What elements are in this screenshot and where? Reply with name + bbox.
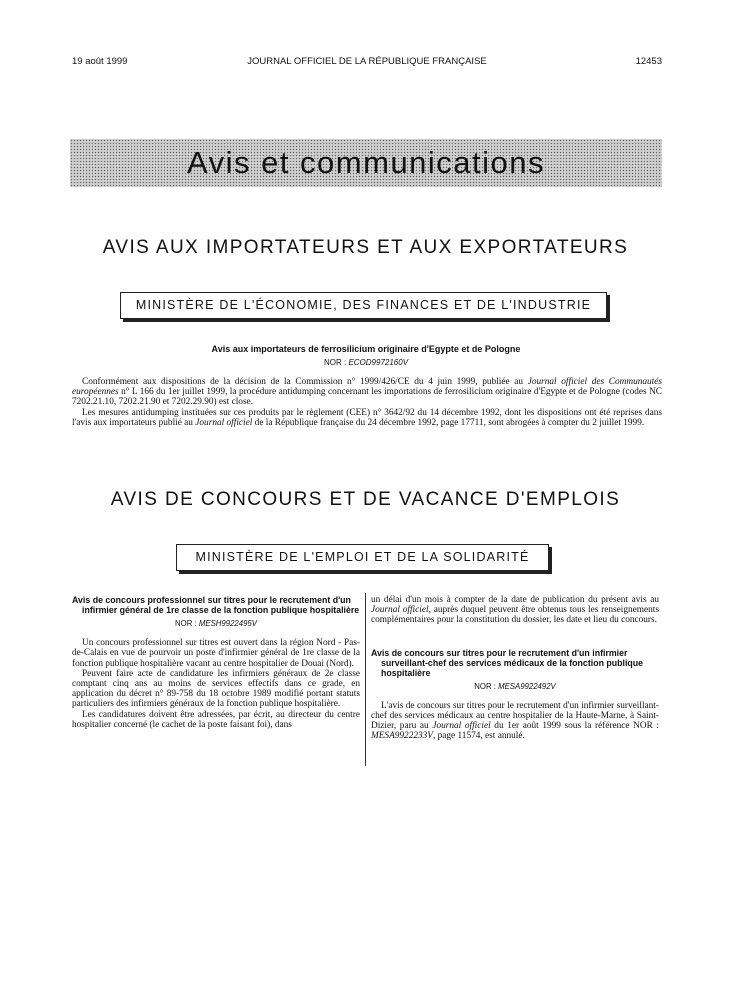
section-title-importateurs: AVIS AUX IMPORTATEURS ET AUX EXPORTATEURS [102,237,629,258]
header-journal-title: JOURNAL OFFICIEL DE LA RÉPUBLIQUE FRANÇAISE [247,56,487,67]
notice-nor: NOR : MESA9922492V [474,681,556,691]
notice-title-infirmier-general: Avis de concours professionnel sur titres pour le recrutement d'un infirmier général de 1re classe de la fonction publique hospitalière [72,595,360,615]
ministry-box-emploi: MINISTÈRE DE L'EMPLOI ET DE LA SOLIDARITÉ [176,544,549,571]
column-right [371,595,659,742]
section-banner [70,139,662,187]
notice-nor: NOR : MESH9922495V [175,619,257,628]
header-page-number: 12453 [635,56,662,67]
paragraph-continuation: un délai d'un mois à compter de la date de publication du présent avis au Journal officiel, auprès duquel peuvent être obtenus tous les renseignements complémentaires pour la constitution du dossier, les date et lieu du concours. [371,595,660,626]
paragraph: Les mesures antidumping instituées sur ces produits par le règlement (CEE) n° 3642/92 du 14 décembre 1992, dont les dispositions ont été reprises dans l'avis aux importateurs publié au Journal officiel de la République française du 24 décembre 1992, page 17711, sont abrogées à compter du 2 juillet 1999. [72,407,662,428]
header-date: 19 août 1999 [72,56,128,67]
ministry-box-economie: MINISTÈRE DE L'ÉCONOMIE, DES FINANCES ET DE L'INDUSTRIE [120,292,607,319]
paragraph: Peuvent faire acte de candidature les infirmiers généraux de 2e classe comptant cinq ans au moins de services effectifs dans ce grade, en application du décret n° 89-758 du 18 octobre 1989 modifié portant statuts particuliers des infirmiers généraux de la fonction publique hospitalière. [72,668,360,710]
banner-title: Avis et communications [186,145,546,180]
paragraph: Un concours professionnel sur titres est ouvert dans la région Nord - Pas-de-Calais en vue de pourvoir un poste d'infirmier général de 1re classe de la fonction publique hospitalière vacant au centre hospitalier de Douai (Nord). [72,638,360,669]
nor-code: ECOD9972160V [348,358,409,367]
notice-title-ferrosilicium: Avis aux importateurs de ferrosilicium originaire d'Egypte et de Pologne [211,344,521,354]
notice-nor [60,358,672,367]
column-divider [365,593,366,766]
section-title-concours: AVIS DE CONCOURS ET DE VACANCE D'EMPLOIS [110,489,621,510]
paragraph: Conformément aux dispositions de la décision de la Commission n° 1999/426/CE du 4 juin 1999, publiée au Journal officiel des Communautés européennes n° L 166 du 1er juillet 1999, la procédure antidumping concernant les importations de ferrosilicium originaire d'Egypte et de Pologne (codes NC 7202.21.10, 7202.21.90 et 7202.29.90) est close. [72,377,662,408]
page-header [72,56,662,68]
column-left [72,595,360,730]
paragraph: Les candidatures doivent être adressées, par écrit, au directeur du centre hospitalier concerné (le cachet de la poste faisant foi), dans [72,709,360,730]
paragraph: L'avis de concours sur titres pour le recrutement d'un infirmier surveillant-chef des services médicaux au centre hospitalier de la Haute-Marne, à Saint-Dizier, paru au Journal officiel du 1er août 1999 sous la référence NOR : MESA9922233V, page 11574, est annulé. [371,700,660,742]
notice-body-ferrosilicium [72,377,662,428]
notice-title-surveillant-chef: Avis de concours sur titres pour le recrutement d'un infirmier surveillant-chef des services médicaux de la fonction publique hospitalière [371,647,644,678]
nor-label: NOR : [323,358,347,367]
